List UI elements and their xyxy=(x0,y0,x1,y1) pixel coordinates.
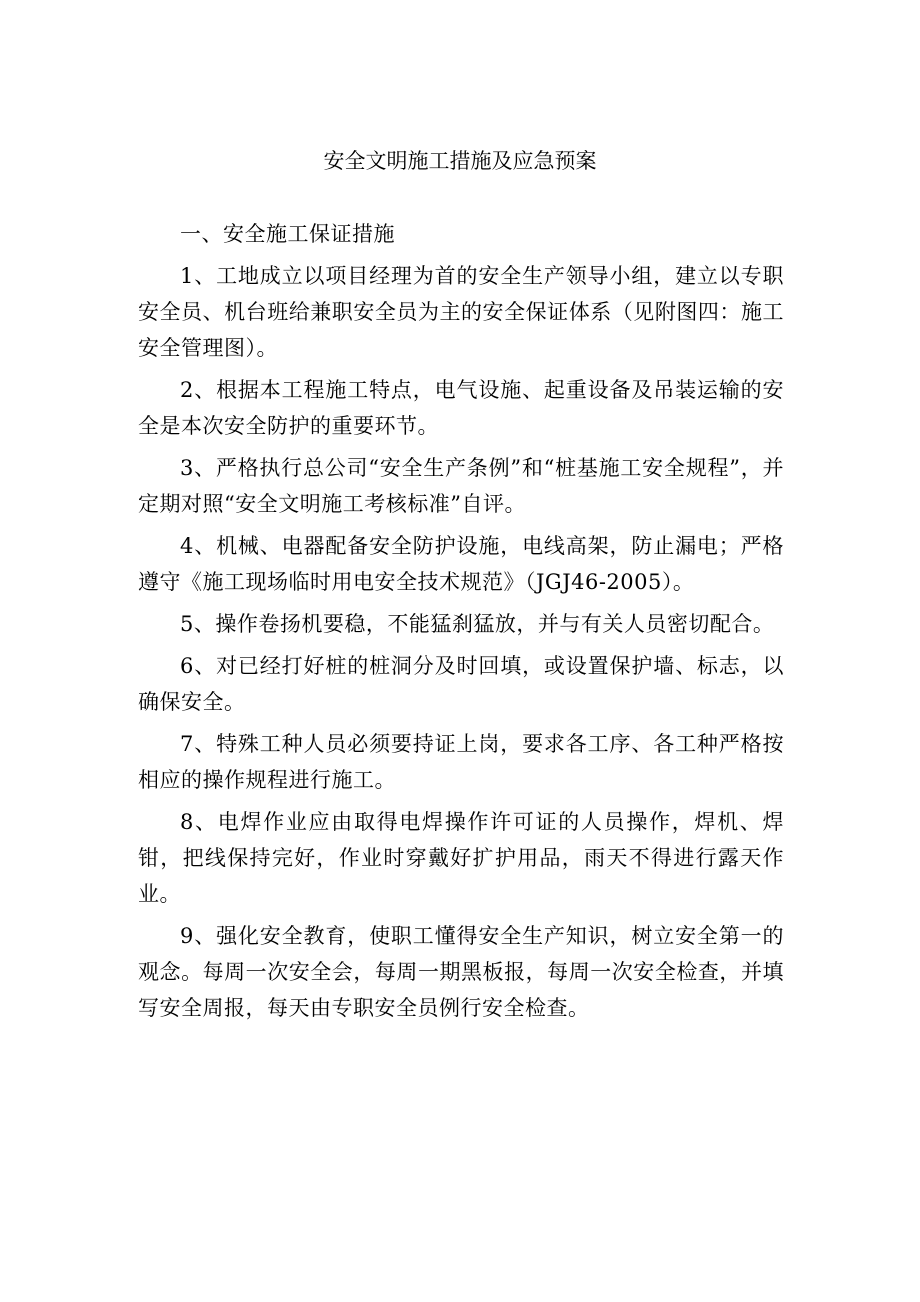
paragraph-2: 2、根据本工程施工特点，电气设施、起重设备及吊装运输的安全是本次安全防护的重要环节。 xyxy=(138,378,784,438)
document-body xyxy=(138,216,784,1032)
paragraph-1: 1、工地成立以项目经理为首的安全生产领导小组，建立以专职安全员、机台班给兼职安全员为主的安全保证体系（见附图四：施工安全管理图）。 xyxy=(138,264,784,360)
document-title: 安全文明施工措施及应急预案 xyxy=(323,149,597,173)
paragraph-8: 8、电焊作业应由取得电焊操作许可证的人员操作，焊机、焊钳，把线保持完好，作业时穿戴好扩护用品，雨天不得进行露天作业。 xyxy=(138,810,784,906)
paragraph-4: 4、机械、电器配备安全防护设施，电线高架，防止漏电；严格遵守《施工现场临时用电安全技术规范》（JGJ46-2005）。 xyxy=(138,534,784,594)
paragraph-9: 9、强化安全教育，使职工懂得安全生产知识，树立安全第一的观念。每周一次安全会，每周一期黑板报，每周一次安全检查，并填写安全周报，每天由专职安全员例行安全检查。 xyxy=(138,924,784,1020)
paragraph-7: 7、特殊工种人员必须要持证上岗，要求各工序、各工种严格按相应的操作规程进行施工。 xyxy=(138,732,784,792)
paragraph-6: 6、对已经打好桩的桩洞分及时回填，或设置保护墙、标志，以确保安全。 xyxy=(138,654,784,714)
section-heading: 一、安全施工保证措施 xyxy=(180,222,395,246)
paragraph-3: 3、严格执行总公司“安全生产条例”和“桩基施工安全规程”，并定期对照“安全文明施工考核标准”自评。 xyxy=(138,456,784,516)
paragraph-5: 5、操作卷扬机要稳，不能猛刹猛放，并与有关人员密切配合。 xyxy=(180,612,775,636)
